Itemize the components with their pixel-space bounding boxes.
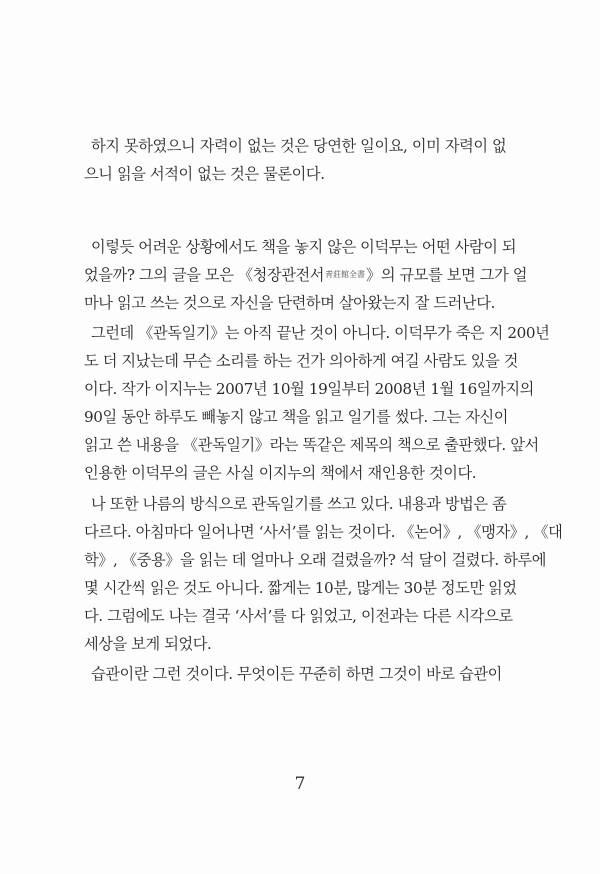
text-line: 하지 못하였으니 자력이 없는 것은 당연한 일이요, 이미 자력이 없 (91, 137, 507, 155)
page-number: 7 (294, 774, 306, 794)
text-line: 습관이란 그런 것이다. 무엇이든 꾸준히 하면 그것이 바로 습관이 (91, 665, 502, 683)
hanja-annotation: 靑莊館全書 (325, 270, 366, 279)
text-line: 읽고 쓴 내용을 《관독일기》라는 똑같은 제목의 책으로 출판했다. 앞서 (84, 436, 539, 454)
text-line: 나 또한 나름의 방식으로 관독일기를 쓰고 있다. 내용과 방법은 좀 (91, 495, 507, 513)
text-line: 90일 동안 하루도 빼놓지 않고 책을 읽고 일기를 썼다. 그는 자신이 (84, 408, 509, 426)
text-line-with-hanja (84, 265, 527, 285)
text-line: 학》, 《중용》을 읽는 데 얼마나 오래 걸렸을까? 석 달이 걸렸다. 하루에 (84, 551, 547, 569)
text-segment: 었을까? 그의 글을 모은 《청장관전서 (84, 266, 325, 284)
text-line: 세상을 보게 되었다. (84, 635, 212, 653)
text-segment: 》의 규모를 보면 그가 얼 (366, 266, 527, 284)
text-line: 이다. 작가 이지누는 2007년 10월 19일부터 2008년 1월 16일까지의 (84, 380, 534, 398)
text-line: 이렇듯 어려운 상황에서도 책을 놓지 않은 이덕무는 어떤 사람이 되 (91, 238, 517, 256)
text-line: 마나 읽고 쓰는 것으로 자신을 단련하며 살아왔는지 잘 드러난다. (84, 294, 495, 312)
text-line: 몇 시간씩 읽은 것도 아니다. 짧게는 10분, 많게는 30분 정도만 읽었 (84, 579, 517, 597)
text-line: 도 더 지났는데 무슨 소리를 하는 건가 의아하게 여길 사람도 있을 것 (84, 352, 519, 370)
text-line: 인용한 이덕무의 글은 사실 이지누의 책에서 재인용한 것이다. (84, 464, 477, 482)
text-line: 다. 그럼에도 나는 결국 ‘사서’를 다 읽었고, 이전과는 다른 시각으로 (84, 607, 513, 625)
text-line: 그런데 《관독일기》는 아직 끝난 것이 아니다. 이덕무가 죽은 지 200년 (91, 324, 550, 342)
text-line: 으니 읽을 서적이 없는 것은 물론이다. (84, 165, 325, 183)
text-line: 다르다. 아침마다 일어나면 ‘사서’를 읽는 것이다. 《논어》, 《맹자》, 《대 (84, 523, 563, 541)
